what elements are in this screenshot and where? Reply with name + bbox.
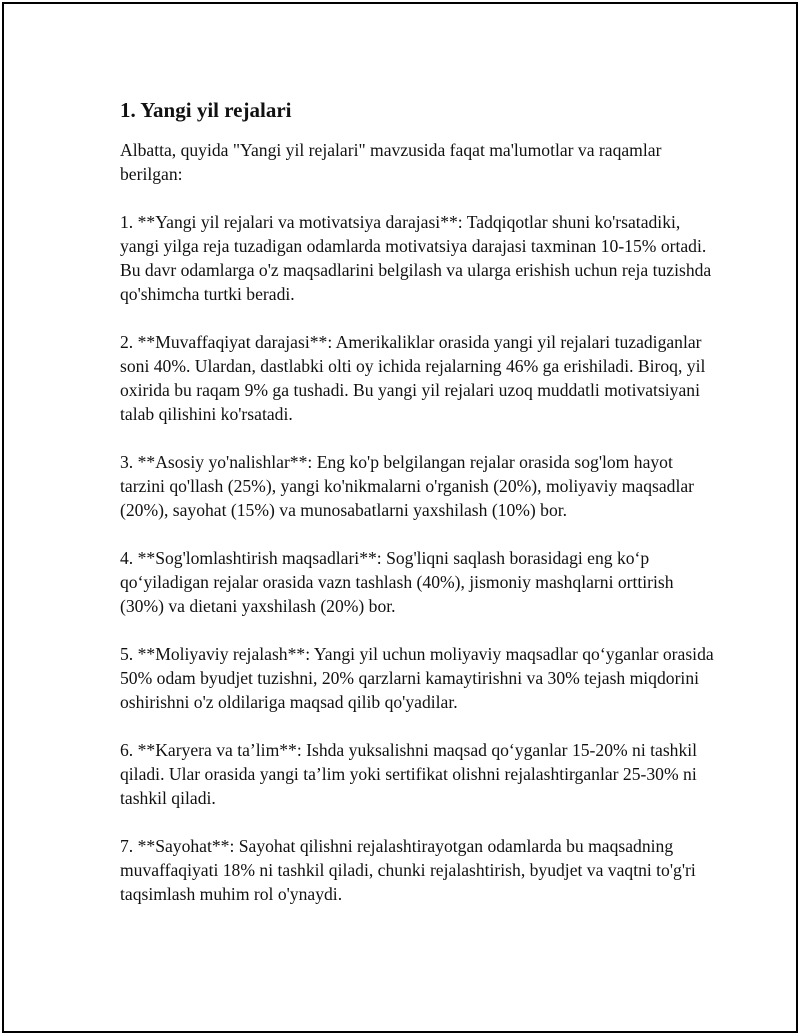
list-item: 6. **Karyera va ta’lim**: Ishda yuksalishni maqsad qo‘yganlar 15-20% ni tashkil qiladi. Ular orasida yangi ta’lim yoki sertifikat olishni rejalashtirganlar 25-30% ni tashkil qiladi. <box>120 740 698 808</box>
section-heading: 1. Yangi yil rejalari <box>120 98 292 122</box>
list-item: 7. **Sayohat**: Sayohat qilishni rejalashtirayotgan odamlarda bu maqsadning muvaffaqiyati 18% ni tashkil qiladi, chunki rejalashtirish, byudjet va vaqtni to'g'ri taqsimlash muhim rol o'ynaydi. <box>120 836 696 904</box>
list-item: 4. **Sog'lomlashtirish maqsadlari**: Sog'liqni saqlash borasidagi eng ko‘p qo‘yiladigan rejalar orasida vazn tashlash (40%), jismoniy mashqlarni orttirish (30%) va dietani yaxshilash (20%) bor. <box>120 548 674 616</box>
list-item: 2. **Muvaffaqiyat darajasi**: Amerikaliklar orasida yangi yil rejalari tuzadiganlar soni 40%. Ulardan, dastlabki olti oy ichida rejalarning 46% ga erishiladi. Biroq, yil oxirida bu raqam 9% ga tushadi. Bu yangi yil rejalari uzoq muddatli motivatsiyani talab qilishini ko'rsatadi. <box>120 332 706 424</box>
list-item: 5. **Moliyaviy rejalash**: Yangi yil uchun moliyaviy maqsadlar qo‘yganlar orasida 50% odam byudjet tuzishni, 20% qarzlarni kamaytirishni va 30% tejash miqdorini oshirishni o'z oldilariga maqsad qilib qo'yadilar. <box>120 644 714 712</box>
intro-paragraph: Albatta, quyida "Yangi yil rejalari" mavzusida faqat ma'lumotlar va raqamlar berilgan: <box>120 140 662 184</box>
document-body <box>120 96 720 930</box>
list-item: 1. **Yangi yil rejalari va motivatsiya darajasi**: Tadqiqotlar shuni ko'rsatadiki, yangi yilga reja tuzadigan odamlarda motivatsiya darajasi taxminan 10-15% ortadi. Bu davr odamlarga o'z maqsadlarini belgilash va ularga erishish uchun reja tuzishda qo'shimcha turtki beradi. <box>120 212 712 304</box>
list-item: 3. **Asosiy yo'nalishlar**: Eng ko'p belgilangan rejalar orasida sog'lom hayot tarzini qo'llash (25%), yangi ko'nikmalarni o'rganish (20%), moliyaviy maqsadlar (20%), sayohat (15%) va munosabatlarni yaxshilash (10%) bor. <box>120 452 695 520</box>
document-page <box>2 2 798 1033</box>
